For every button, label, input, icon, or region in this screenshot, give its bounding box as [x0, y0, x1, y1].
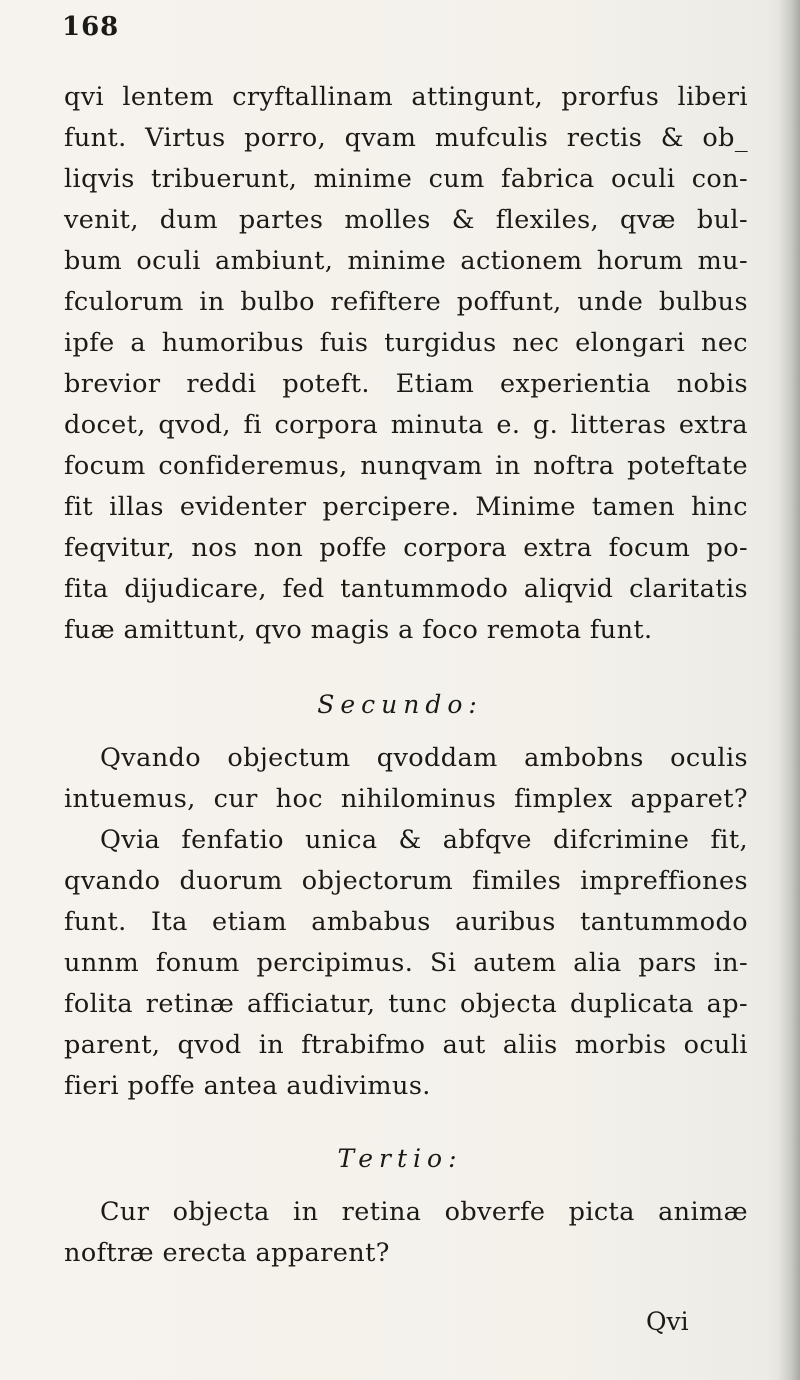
text-line: noftræ erecta apparent? [64, 1238, 390, 1268]
text-line: ipfe a humoribus fuis turgidus nec elongari nec [64, 328, 748, 358]
text-line: Qvia fenfatio unica & abfqve difcrimine fit, [100, 825, 748, 855]
text-line: fuæ amittunt, qvo magis a foco remota funt. [64, 615, 653, 645]
text-line: fieri poffe antea audivimus. [64, 1071, 431, 1101]
text-line: fculorum in bulbo refiftere poffunt, unde bulbus [64, 287, 748, 317]
text-line: fita dijudicare, fed tantummodo aliqvid claritatis [64, 574, 748, 604]
text-line: venit, dum partes molles & flexiles, qvæ bul- [64, 205, 748, 235]
section-heading-secundo: Secundo: [317, 690, 483, 719]
text-line: fit illas evidenter percipere. Minime tamen hinc [64, 492, 748, 522]
catchword: Qvi [646, 1307, 689, 1336]
text-line: funt. Ita etiam ambabus auribus tantummodo [64, 907, 748, 937]
text-line: bum oculi ambiunt, minime actionem horum mu- [64, 246, 748, 276]
text-line: qvi lentem cryftallinam attingunt, prorfus liberi [64, 82, 748, 112]
section-heading-tertio: Tertio: [337, 1144, 463, 1173]
text-line: funt. Virtus porro, qvam mufculis rectis & ob_ [64, 123, 748, 153]
text-line: Qvando objectum qvoddam ambobns oculis [100, 743, 748, 773]
text-line: brevior reddi poteft. Etiam experientia nobis [64, 369, 748, 399]
text-line: qvando duorum objectorum fimiles impreffiones [64, 866, 748, 896]
text-line: docet, qvod, fi corpora minuta e. g. litteras extra [64, 410, 748, 440]
text-line: focum confideremus, nunqvam in noftra poteftate [64, 451, 748, 481]
text-line: folita retinæ afficiatur, tunc objecta duplicata ap- [64, 989, 748, 1019]
text-line: Cur objecta in retina obverfe picta animæ [100, 1197, 748, 1227]
text-line: feqvitur, nos non poffe corpora extra focum po- [64, 533, 748, 563]
text-line: intuemus, cur hoc nihilominus fimplex apparet? [64, 784, 748, 814]
text-line: parent, qvod in ftrabifmo aut aliis morbis oculi [64, 1030, 748, 1060]
page-number: 168 [62, 12, 120, 42]
text-line: liqvis tribuerunt, minime cum fabrica oculi con- [64, 164, 748, 194]
text-line: unnm fonum percipimus. Si autem alia pars in- [64, 948, 748, 978]
